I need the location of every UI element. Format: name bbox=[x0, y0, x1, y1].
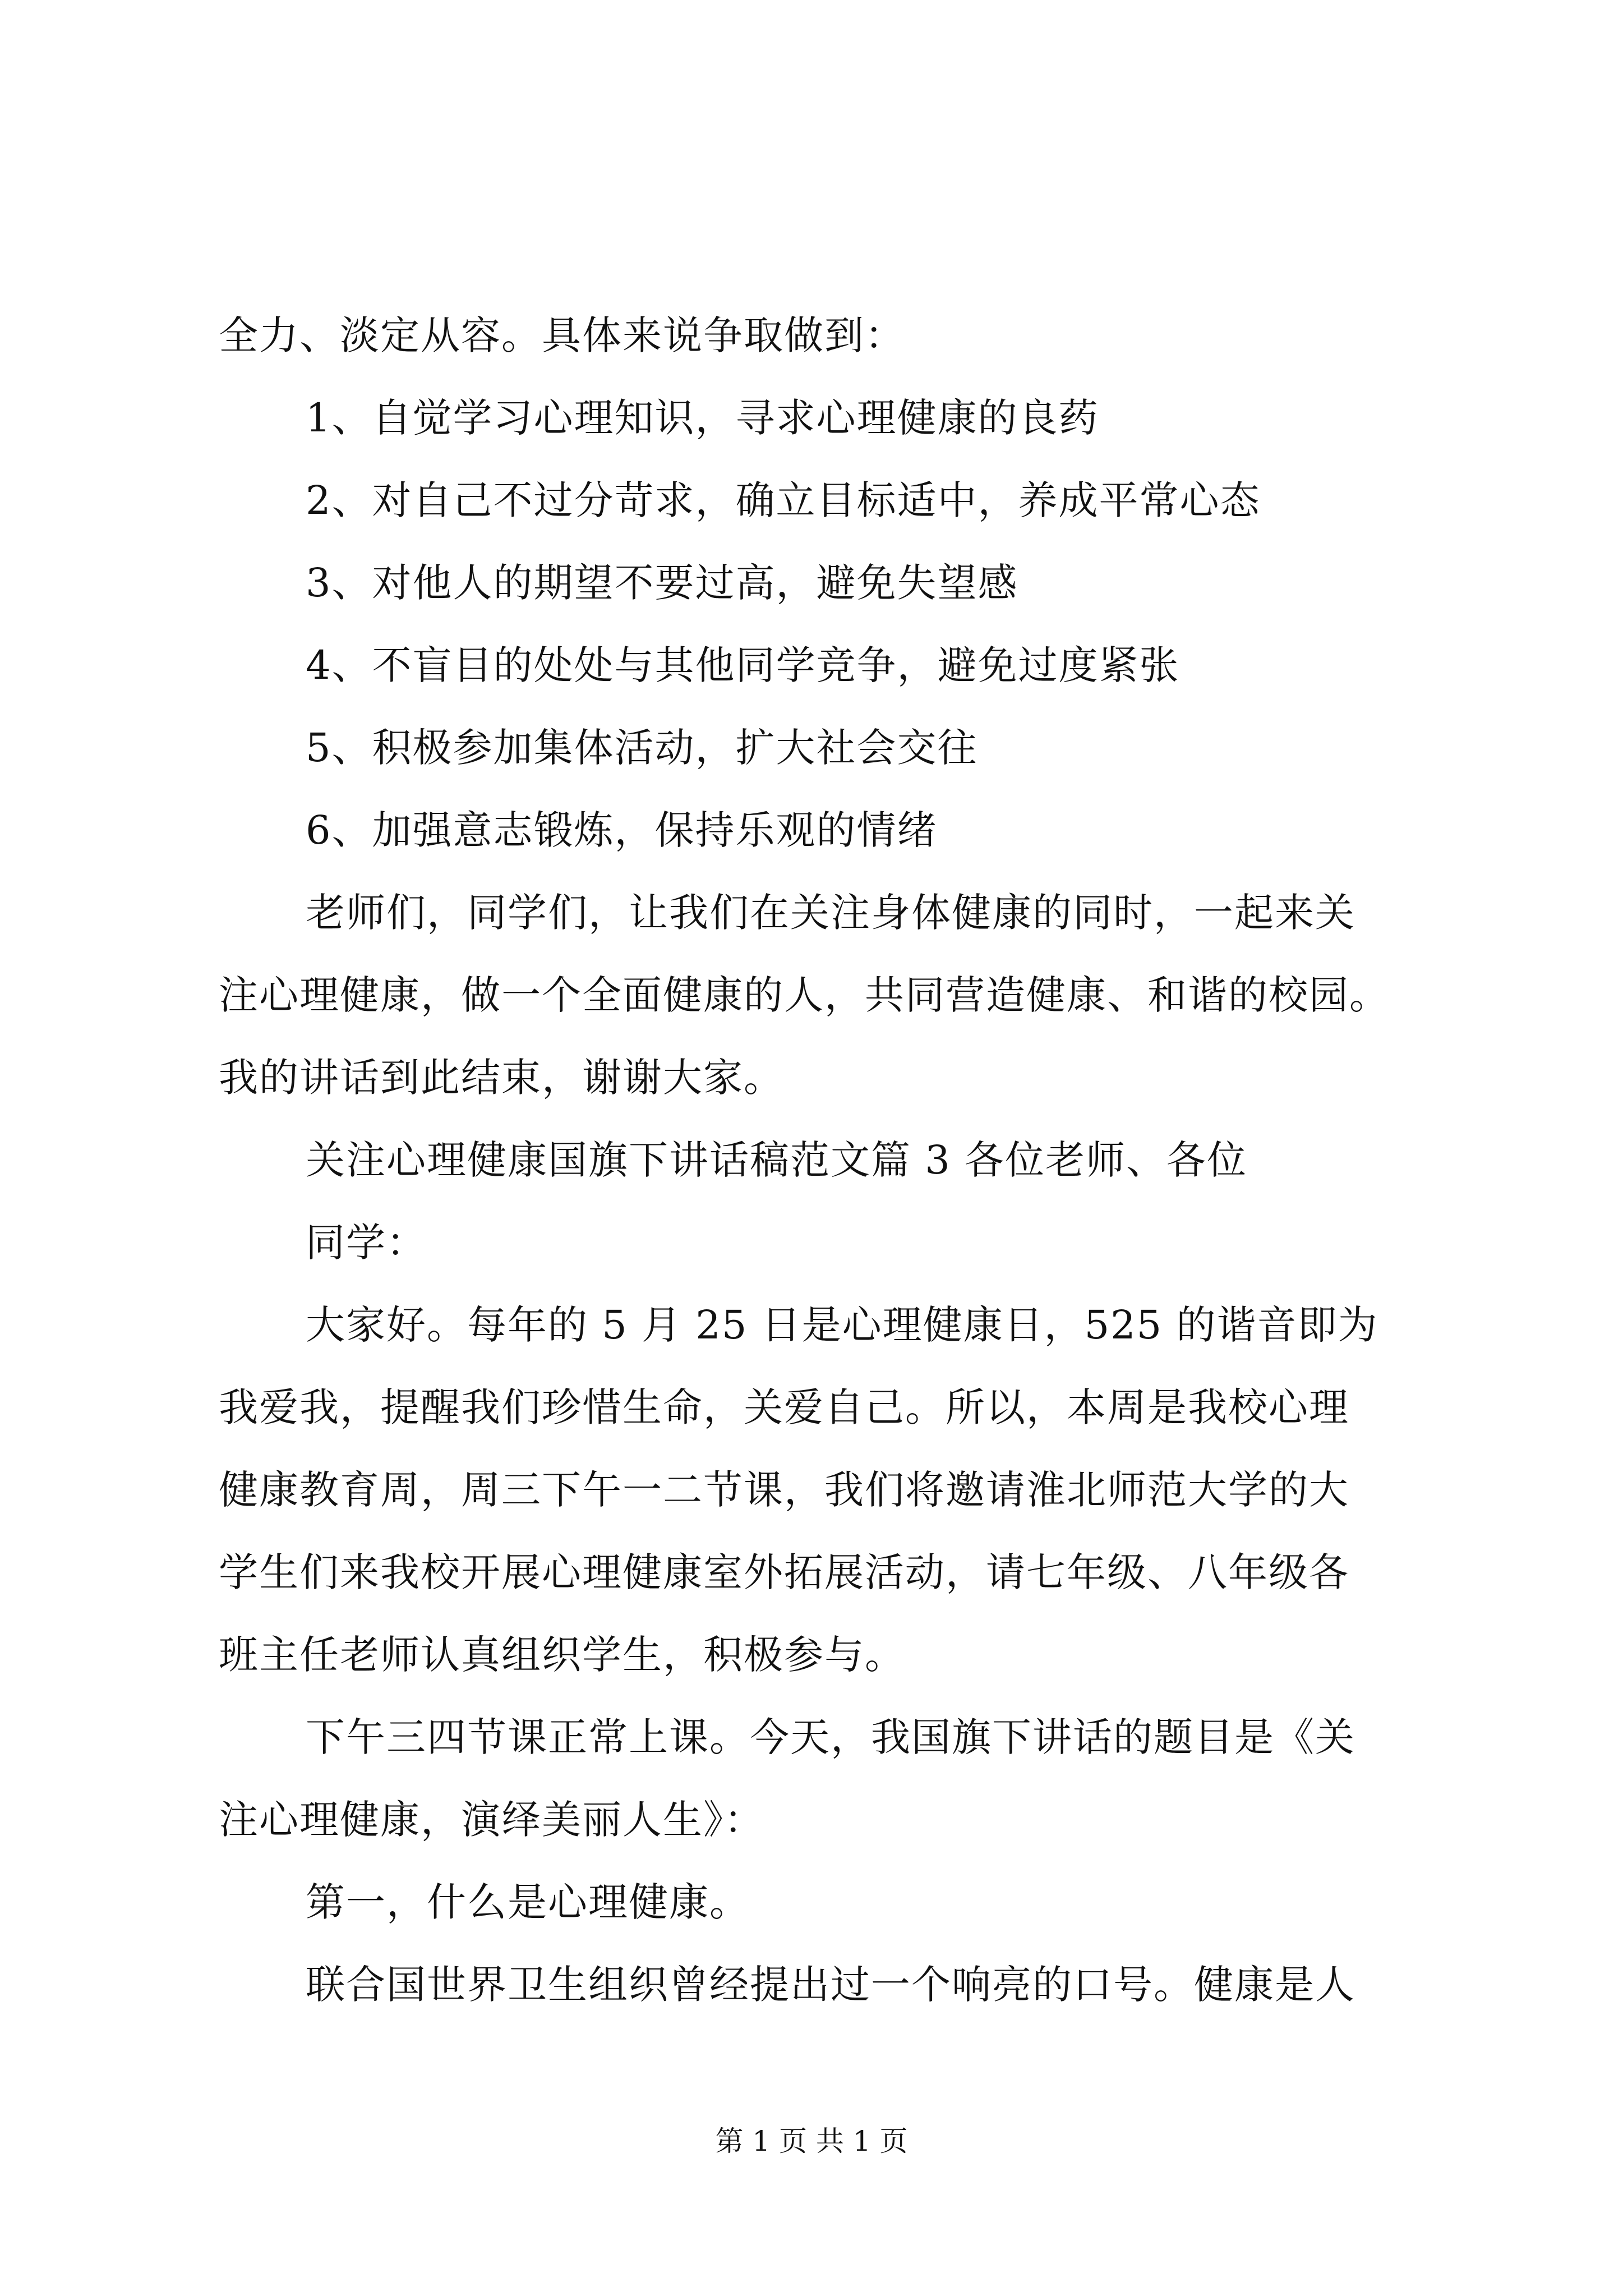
page-footer: 第 1 页 共 1 页 bbox=[715, 2125, 908, 2157]
paragraph-line: 我的讲话到此结束，谢谢大家。 bbox=[219, 1055, 784, 1101]
paragraph-line: 下午三四节课正常上课。今天，我国旗下讲话的题目是《关 bbox=[306, 1714, 1355, 1760]
list-item: 3、对他人的期望不要过高，避免失望感 bbox=[306, 560, 1018, 606]
list-item: 2、对自己不过分苛求，确立目标适中，养成平常心态 bbox=[306, 477, 1261, 523]
paragraph-line: 全力、淡定从容。具体来说争取做到： bbox=[219, 312, 905, 358]
paragraph-line: 我爱我，提醒我们珍惜生命，关爱自己。所以，本周是我校心理 bbox=[219, 1384, 1349, 1430]
paragraph-line: 班主任老师认真组织学生，积极参与。 bbox=[219, 1632, 905, 1678]
paragraph-line: 学生们来我校开展心理健康室外拓展活动，请七年级、八年级各 bbox=[219, 1549, 1349, 1595]
paragraph-line: 大家好。每年的 5 月 25 日是心理健康日，525 的谐音即为 bbox=[306, 1302, 1378, 1348]
list-item: 6、加强意志锻炼，保持乐观的情绪 bbox=[306, 807, 938, 853]
paragraph-line: 注心理健康，做一个全面健康的人，共同营造健康、和谐的校园。 bbox=[219, 972, 1390, 1018]
paragraph-line: 第一，什么是心理健康。 bbox=[306, 1879, 750, 1925]
paragraph-line: 联合国世界卫生组织曾经提出过一个响亮的口号。健康是人 bbox=[306, 1962, 1355, 2008]
paragraph-line: 注心理健康，演绎美丽人生》： bbox=[219, 1797, 764, 1843]
list-item: 4、不盲目的处处与其他同学竞争，避免过度紧张 bbox=[306, 642, 1180, 688]
salutation: 同学： bbox=[306, 1220, 427, 1266]
list-item: 5、积极参加集体活动，扩大社会交往 bbox=[306, 725, 978, 771]
paragraph-line: 老师们，同学们，让我们在关注身体健康的同时，一起来关 bbox=[306, 890, 1355, 936]
section-title: 关注心理健康国旗下讲话稿范文篇 3 各位老师、各位 bbox=[306, 1137, 1248, 1183]
list-item: 1、自觉学习心理知识，寻求心理健康的良药 bbox=[306, 395, 1099, 441]
paragraph-line: 健康教育周，周三下午一二节课，我们将邀请淮北师范大学的大 bbox=[219, 1467, 1349, 1513]
